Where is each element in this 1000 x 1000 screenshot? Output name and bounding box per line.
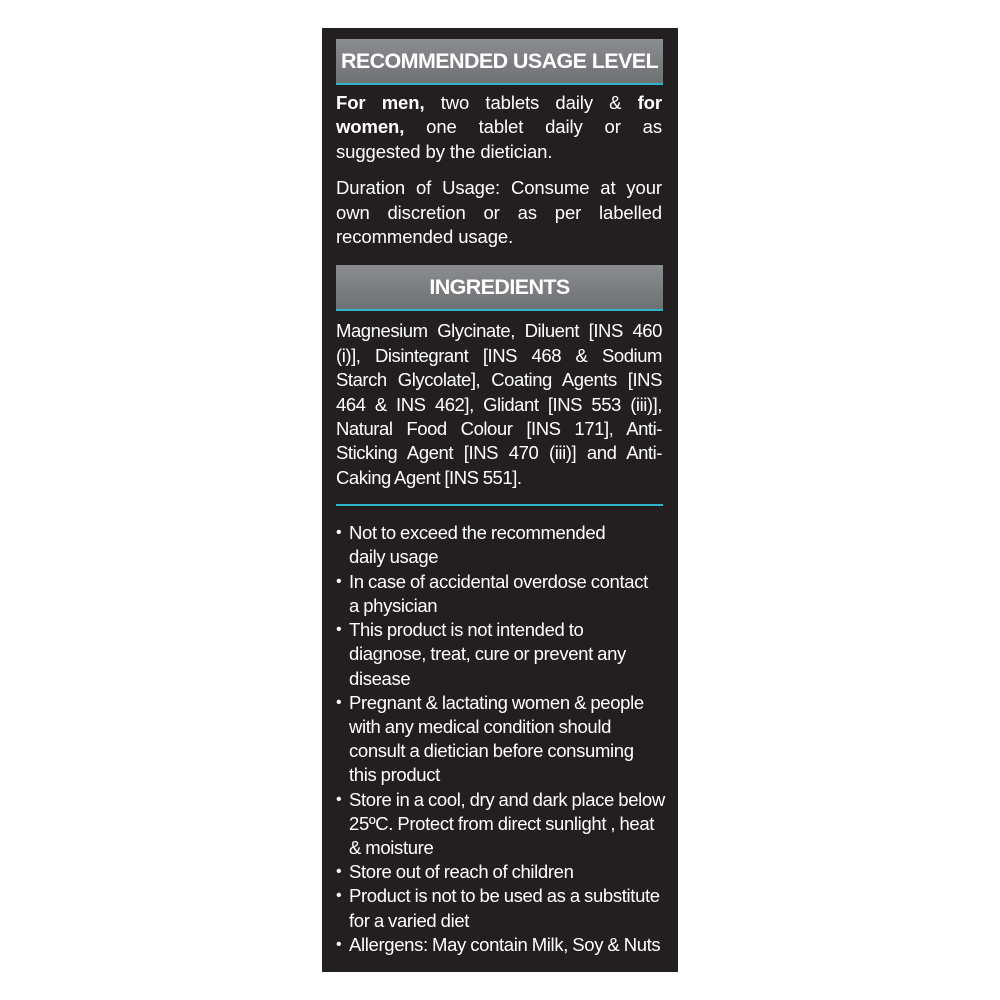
warning-line: Pregnant & lactating women & people — [349, 691, 644, 713]
warning-item — [336, 860, 662, 884]
section-divider — [336, 504, 663, 506]
bullet-icon: • — [336, 935, 342, 953]
ingredients-heading: INGREDIENTS — [336, 265, 663, 311]
bullet-icon: • — [336, 693, 342, 711]
warning-line: Allergens: May contain Milk, Soy & Nuts — [349, 933, 661, 955]
warning-line: Store in a cool, dry and dark place below — [349, 788, 665, 810]
ingredients-list: Magnesium Glycinate, Diluent [INS 460 (i)], Disintegrant [INS 468 & Sodium Starch Glycolate], Coating Agents [INS 464 & INS 462], Glidant [INS 553 (iii)], Natural Food Colour [INS 171], Anti-Sticking Agent [INS 470 (iii)] and Anti-Caking Agent [INS 551]. — [336, 320, 662, 488]
warning-line: 25ºC. Protect from direct sunlight , heat — [349, 812, 655, 834]
dosage-men-label: For men, — [336, 92, 425, 113]
dosage-women-text: one tablet daily or as suggested by the dietician. — [336, 116, 662, 162]
warning-line: Product is not to be used as a substitute — [349, 885, 660, 907]
warning-line: & moisture — [349, 836, 434, 858]
warning-line: Store out of reach of children — [349, 861, 574, 883]
dosage-paragraph — [336, 91, 662, 164]
warning-item — [336, 691, 662, 788]
warning-item — [336, 618, 662, 691]
warning-item — [336, 933, 662, 957]
warning-line: disease — [349, 667, 411, 689]
warning-item — [336, 884, 662, 932]
bullet-icon: • — [336, 621, 342, 639]
warning-line: consult a dietician before consuming — [349, 740, 634, 762]
warning-line: In case of accidental overdose contact — [349, 570, 648, 592]
dosage-women-label: for women, — [336, 92, 662, 138]
warning-line: Not to exceed the recommended — [349, 522, 606, 544]
warning-item — [336, 521, 662, 569]
bullet-icon: • — [336, 790, 342, 808]
dosage-men-text: two tablets daily & — [424, 92, 638, 113]
usage-heading: RECOMMENDED USAGE LEVEL — [336, 39, 663, 85]
bullet-icon: • — [336, 863, 342, 881]
warnings-list — [336, 521, 665, 957]
warning-item — [336, 570, 662, 618]
bullet-icon: • — [336, 887, 342, 905]
product-label-panel — [322, 28, 678, 972]
bullet-icon: • — [336, 572, 342, 590]
warning-line: a physician — [349, 594, 438, 616]
warning-line: This product is not intended to — [349, 619, 584, 641]
warning-line: with any medical condition should — [349, 715, 612, 737]
duration-paragraph: Duration of Usage: Consume at your own discretion or as per labelled recommended usage. — [336, 177, 662, 248]
warning-line: for a varied diet — [349, 909, 470, 931]
bullet-icon: • — [336, 524, 342, 542]
warning-line: daily usage — [349, 546, 439, 568]
warning-line: diagnose, treat, cure or prevent any — [349, 643, 626, 665]
warning-item — [336, 788, 665, 861]
warning-line: this product — [349, 764, 440, 786]
